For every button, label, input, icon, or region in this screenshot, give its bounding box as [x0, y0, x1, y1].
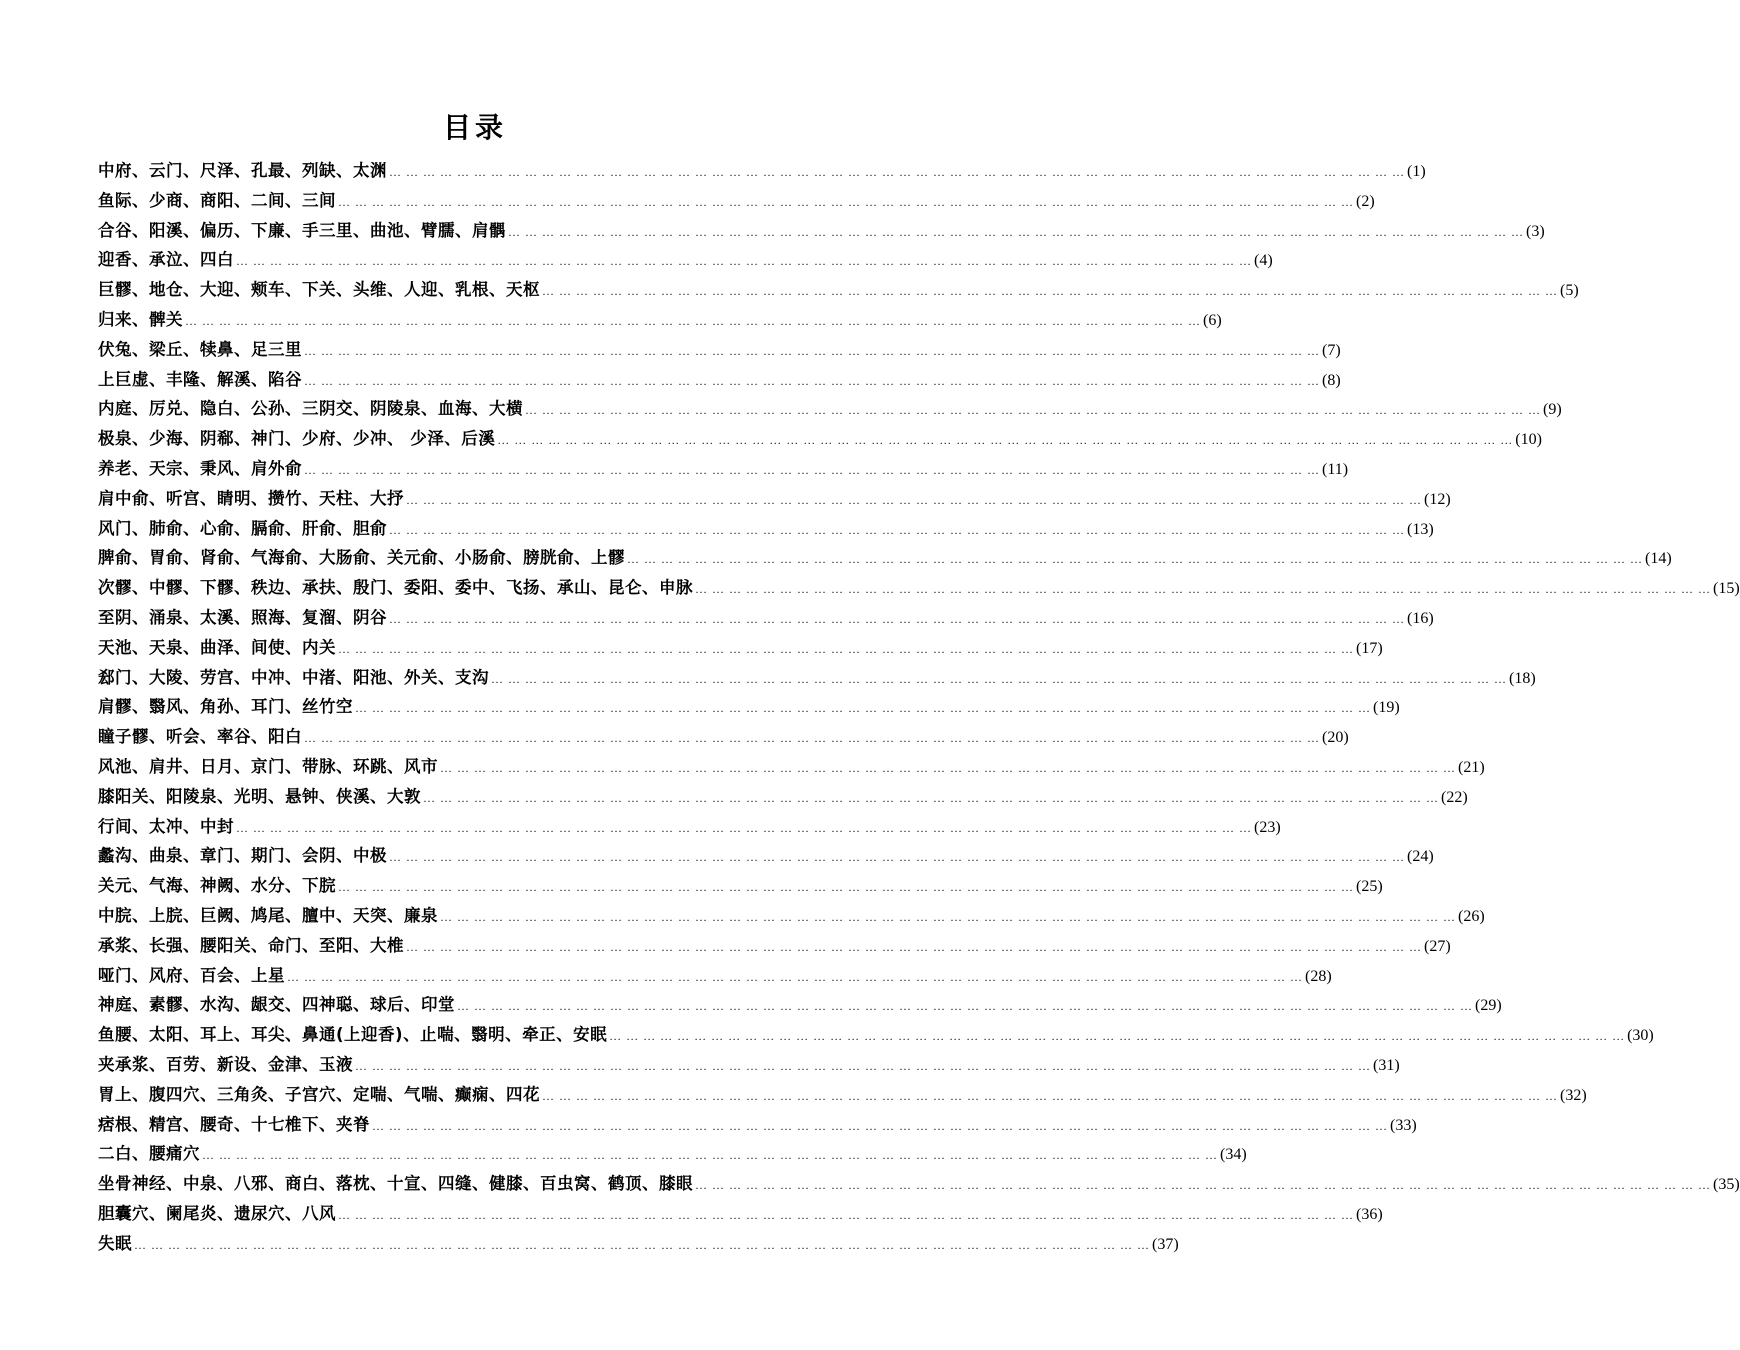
toc-entry-page: (21) — [1458, 758, 1485, 776]
toc-entry[interactable] — [98, 782, 1468, 812]
toc-entry-page: (1) — [1407, 163, 1426, 180]
toc-entry[interactable] — [98, 454, 1349, 484]
toc-entry-title: 坐骨神经、中泉、八邪、商白、落枕、十宣、四缝、健膝、百虫窝、鹤顶、膝眼 — [98, 1174, 693, 1194]
toc-dot-leader: … … … … … … … … … … … … … … … … … … … … … … … … … … … … … … … … … … … … … … … … … … … … … … … … … … … … … … … … … … … … — [406, 939, 1422, 954]
toc-entry-page: (24) — [1407, 848, 1434, 866]
toc-entry-page: (27) — [1424, 937, 1451, 955]
toc-entry[interactable] — [98, 186, 1375, 216]
toc-entry-title: 中府、云门、尺泽、孔最、列缺、太渊 — [98, 161, 387, 180]
toc-entry[interactable] — [98, 1139, 1247, 1169]
toc-entry-title: 失眠 — [98, 1233, 132, 1253]
toc-dot-leader: … … … … … … … … … … … … … … … … … … … … … … … … … … … … … … … … … … … … … … … … … … … … … … … … … … … … … … … … … … … … — [134, 1237, 1150, 1252]
toc-entry[interactable] — [98, 543, 1672, 573]
toc-entry-title: 痞根、精宫、腰奇、十七椎下、夹脊 — [98, 1114, 370, 1134]
toc-entry[interactable] — [98, 245, 1273, 275]
toc-entry-title: 至阴、涌泉、太溪、照海、复溜、阴谷 — [98, 607, 387, 627]
toc-entry-title: 承浆、长强、腰阳关、命门、至阳、大椎 — [98, 935, 404, 955]
toc-dot-leader: … … … … … … … … … … … … … … … … … … … … … … … … … … … … … … … … … … … … … … … … … … … … … … … … … … … … … … … … … … … … — [389, 850, 1405, 865]
toc-entry-page: (29) — [1475, 997, 1502, 1015]
toc-entry[interactable] — [98, 305, 1222, 335]
toc-entry-page: (37) — [1152, 1235, 1179, 1253]
toc-entry[interactable] — [98, 692, 1400, 722]
toc-entry-page: (8) — [1322, 371, 1341, 389]
toc-dot-leader: … … … … … … … … … … … … … … … … … … … … … … … … … … … … … … … … … … … … … … … … … … … … … … … … … … … … … … … … … … … … — [695, 1178, 1711, 1193]
toc-entry[interactable] — [98, 394, 1562, 424]
toc-entry[interactable] — [98, 1199, 1383, 1229]
toc-entry-page: (30) — [1627, 1027, 1654, 1045]
toc-dot-leader: … … … … … … … … … … … … … … … … … … … … … … … … … … … … … … … … … … … … … … … … … … … … … … … … … … … … … … … … … … … … — [389, 611, 1405, 626]
toc-dot-leader: … … … … … … … … … … … … … … … … … … … … … … … … … … … … … … … … … … … … … … … … … … … … … … … … … … … … … … … … … … … … — [423, 790, 1439, 805]
toc-entry-title: 中脘、上脘、巨阙、鸠尾、膻中、天突、廉泉 — [98, 905, 438, 925]
toc-entry-page: (32) — [1560, 1086, 1587, 1104]
toc-entry[interactable] — [98, 484, 1451, 514]
toc-entry-title: 膝阳关、阳陵泉、光明、悬钟、侠溪、大敦 — [98, 786, 421, 806]
toc-entry-page: (10) — [1515, 431, 1542, 449]
toc-entry-page: (6) — [1203, 311, 1222, 329]
toc-dot-leader: … … … … … … … … … … … … … … … … … … … … … … … … … … … … … … … … … … … … … … … … … … … … … … … … … … … … … … … … … … … … — [389, 165, 1405, 179]
toc-entry-page: (35) — [1713, 1176, 1740, 1194]
toc-entry-page: (33) — [1390, 1116, 1417, 1134]
toc-entry[interactable] — [98, 365, 1341, 395]
toc-dot-leader: … … … … … … … … … … … … … … … … … … … … … … … … … … … … … … … … … … … … … … … … … … … … … … … … … … … … … … … … … … … … — [440, 760, 1456, 775]
toc-dot-leader: … … … … … … … … … … … … … … … … … … … … … … … … … … … … … … … … … … … … … … … … … … … … … … … … … … … … … … … … … … … … — [338, 1207, 1354, 1222]
toc-entry-page: (36) — [1356, 1205, 1383, 1223]
toc-entry-page: (15) — [1713, 580, 1740, 598]
toc-entry-page: (19) — [1373, 699, 1400, 717]
toc-entry-title: 巨髎、地仓、大迎、颊车、下关、头维、人迎、乳根、天枢 — [98, 280, 540, 300]
toc-entry-title: 胆囊穴、阑尾炎、遗尿穴、八风 — [98, 1203, 336, 1223]
toc-entry-page: (18) — [1509, 669, 1536, 687]
toc-entry-title: 鱼际、少商、商阳、二间、三间 — [98, 190, 336, 210]
toc-entry-title: 关元、气海、神阙、水分、下脘 — [98, 876, 336, 896]
toc-entry-page: (17) — [1356, 639, 1383, 657]
toc-entry-page: (25) — [1356, 878, 1383, 896]
toc-entry[interactable] — [98, 156, 1426, 186]
toc-dot-leader: … … … … … … … … … … … … … … … … … … … … … … … … … … … … … … … … … … … … … … … … … … … … … … … … … … … … … … … … … … … … — [525, 403, 1541, 418]
toc-entry-title: 合谷、阳溪、偏历、下廉、手三里、曲池、臂臑、肩髃 — [98, 220, 506, 240]
toc-dot-leader: … … … … … … … … … … … … … … … … … … … … … … … … … … … … … … … … … … … … … … … … … … … … … … … … … … … … … … … … … … … … — [355, 1058, 1371, 1073]
toc-entry[interactable] — [98, 1229, 1179, 1259]
toc-entry-page: (11) — [1322, 460, 1349, 478]
toc-entry[interactable] — [98, 871, 1383, 901]
toc-entry-page: (16) — [1407, 609, 1434, 627]
toc-entry-title: 神庭、素髎、水沟、龈交、四神聪、球后、印堂 — [98, 995, 455, 1015]
toc-entry-title: 肩髎、翳风、角孙、耳门、丝竹空 — [98, 697, 353, 717]
toc-entry[interactable] — [98, 812, 1281, 842]
table-of-contents — [98, 156, 1740, 1258]
toc-entry-page: (20) — [1322, 729, 1349, 747]
toc-entry-title: 迎香、承泣、四白 — [98, 250, 234, 270]
toc-dot-leader: … … … … … … … … … … … … … … … … … … … … … … … … … … … … … … … … … … … … … … … … … … … … … … … … … … … … … … … … … … … … — [695, 582, 1711, 597]
toc-dot-leader: … … … … … … … … … … … … … … … … … … … … … … … … … … … … … … … … … … … … … … … … … … … … … … … … … … … … … … … … … … … … — [372, 1118, 1388, 1133]
toc-entry-page: (22) — [1441, 788, 1468, 806]
toc-entry-page: (26) — [1458, 907, 1485, 925]
toc-entry-title: 胃上、腹四穴、三角灸、子宫穴、定喘、气喘、癫痫、四花 — [98, 1084, 540, 1104]
toc-entry[interactable] — [98, 275, 1579, 305]
toc-entry-title: 伏兔、梁丘、犊鼻、足三里 — [98, 339, 302, 359]
toc-entry[interactable] — [98, 722, 1349, 752]
toc-entry-page: (34) — [1220, 1146, 1247, 1164]
toc-dot-leader: … … … … … … … … … … … … … … … … … … … … … … … … … … … … … … … … … … … … … … … … … … … … … … … … … … … … … … … … … … … … — [542, 284, 1558, 299]
toc-dot-leader: … … … … … … … … … … … … … … … … … … … … … … … … … … … … … … … … … … … … … … … … … … … … … … … … … … … … … … … … … … … … — [508, 224, 1524, 239]
toc-entry-page: (23) — [1254, 818, 1281, 836]
toc-entry-title: 上巨虚、丰隆、解溪、陷谷 — [98, 369, 302, 389]
toc-dot-leader: … … … … … … … … … … … … … … … … … … … … … … … … … … … … … … … … … … … … … … … … … … … … … … … … … … … … … … … … … … … … — [491, 671, 1507, 686]
toc-dot-leader: … … … … … … … … … … … … … … … … … … … … … … … … … … … … … … … … … … … … … … … … … … … … … … … … … … … … … … … … … … … … — [609, 1029, 1626, 1044]
toc-entry[interactable] — [98, 424, 1542, 454]
toc-entry[interactable] — [98, 1080, 1587, 1110]
toc-entry[interactable] — [98, 335, 1341, 365]
page-title: 目录 — [442, 111, 507, 144]
toc-dot-leader: … … … … … … … … … … … … … … … … … … … … … … … … … … … … … … … … … … … … … … … … … … … … … … … … … … … … … … … … … … … … — [497, 433, 1514, 448]
toc-entry-title: 肩中俞、听宫、睛明、攒竹、天柱、大抒 — [98, 488, 404, 508]
toc-entry-page: (12) — [1424, 490, 1451, 508]
toc-entry[interactable] — [98, 1169, 1740, 1199]
toc-dot-leader: … … … … … … … … … … … … … … … … … … … … … … … … … … … … … … … … … … … … … … … … … … … … … … … … … … … … … … … … … … … … — [304, 462, 1320, 477]
toc-entry-title: 瞳子髎、听会、率谷、阳白 — [98, 727, 302, 747]
toc-dot-leader: … … … … … … … … … … … … … … … … … … … … … … … … … … … … … … … … … … … … … … … … … … … … … … … … … … … … … … … … … … … … — [542, 1088, 1558, 1103]
toc-dot-leader: … … … … … … … … … … … … … … … … … … … … … … … … … … … … … … … … … … … … … … … … … … … … … … … … … … … … … … … … … … … … — [440, 909, 1456, 924]
toc-entry[interactable] — [98, 216, 1545, 246]
toc-entry-page: (13) — [1407, 520, 1434, 538]
toc-dot-leader: … … … … … … … … … … … … … … … … … … … … … … … … … … … … … … … … … … … … … … … … … … … … … … … … … … … … … … … … … … … … — [236, 254, 1252, 269]
toc-entry[interactable] — [98, 901, 1485, 931]
toc-entry-title: 哑门、风府、百会、上星 — [98, 965, 285, 985]
toc-entry-title: 风门、肺俞、心俞、膈俞、肝俞、胆俞 — [98, 518, 387, 538]
toc-dot-leader: … … … … … … … … … … … … … … … … … … … … … … … … … … … … … … … … … … … … … … … … … … … … … … … … … … … … … … … … … … … … — [287, 969, 1303, 984]
toc-entry-page: (14) — [1645, 550, 1672, 568]
toc-entry[interactable] — [98, 990, 1502, 1020]
toc-entry-page: (2) — [1356, 192, 1375, 210]
toc-entry-title: 内庭、厉兑、隐白、公孙、三阴交、阴陵泉、血海、大横 — [98, 399, 523, 419]
toc-entry[interactable] — [98, 931, 1451, 961]
toc-entry-title: 郄门、大陵、劳宫、中冲、中渚、阳池、外关、支沟 — [98, 667, 489, 687]
toc-entry-title: 二白、腰痛穴 — [98, 1144, 200, 1164]
toc-entry[interactable] — [98, 752, 1485, 782]
toc-entry-page: (31) — [1373, 1056, 1400, 1074]
toc-entry-title: 蠡沟、曲泉、章门、期门、会阴、中极 — [98, 846, 387, 866]
toc-dot-leader: … … … … … … … … … … … … … … … … … … … … … … … … … … … … … … … … … … … … … … … … … … … … … … … … … … … … … … … … … … … … — [338, 641, 1354, 656]
toc-entry[interactable] — [98, 603, 1434, 633]
toc-entry[interactable] — [98, 663, 1536, 693]
toc-dot-leader: … … … … … … … … … … … … … … … … … … … … … … … … … … … … … … … … … … … … … … … … … … … … … … … … … … … … … … … … … … … … — [338, 194, 1354, 209]
toc-entry[interactable] — [98, 633, 1383, 663]
toc-entry-title: 脾俞、胃俞、肾俞、气海俞、大肠俞、关元俞、小肠俞、膀胱俞、上髎 — [98, 548, 625, 568]
toc-entry-title: 极泉、少海、阴郗、神门、少府、少冲、 少泽、后溪 — [98, 429, 496, 449]
toc-dot-leader: … … … … … … … … … … … … … … … … … … … … … … … … … … … … … … … … … … … … … … … … … … … … … … … … … … … … … … … … … … … … — [304, 373, 1320, 388]
toc-dot-leader: … … … … … … … … … … … … … … … … … … … … … … … … … … … … … … … … … … … … … … … … … … … … … … … … … … … … … … … … … … … … — [355, 701, 1371, 716]
toc-entry[interactable] — [98, 841, 1434, 871]
toc-entry-page: (3) — [1526, 222, 1545, 240]
toc-dot-leader: … … … … … … … … … … … … … … … … … … … … … … … … … … … … … … … … … … … … … … … … … … … … … … … … … … … … … … … … … … … … — [406, 492, 1422, 507]
toc-entry-page: (7) — [1322, 341, 1341, 359]
toc-entry-title: 天池、天泉、曲泽、间使、内关 — [98, 637, 336, 657]
toc-dot-leader: … … … … … … … … … … … … … … … … … … … … … … … … … … … … … … … … … … … … … … … … … … … … … … … … … … … … … … … … … … … … — [338, 880, 1354, 895]
toc-entry-title: 行间、太冲、中封 — [98, 816, 234, 836]
toc-entry-title: 次髎、中髎、下髎、秩边、承扶、殷门、委阳、委中、飞扬、承山、昆仑、申脉 — [98, 578, 693, 598]
toc-entry[interactable] — [98, 961, 1332, 991]
toc-entry-title: 鱼腰、太阳、耳上、耳尖、鼻通(上迎香)、止喘、翳明、牵正、安眠 — [98, 1025, 608, 1045]
toc-entry[interactable] — [98, 1020, 1654, 1050]
toc-dot-leader: … … … … … … … … … … … … … … … … … … … … … … … … … … … … … … … … … … … … … … … … … … … … … … … … … … … … … … … … … … … … — [627, 552, 1643, 567]
toc-dot-leader: … … … … … … … … … … … … … … … … … … … … … … … … … … … … … … … … … … … … … … … … … … … … … … … … … … … … … … … … … … … … — [457, 999, 1473, 1014]
toc-entry[interactable] — [98, 514, 1434, 544]
toc-entry-title: 归来、髀关 — [98, 309, 183, 329]
toc-dot-leader: … … … … … … … … … … … … … … … … … … … … … … … … … … … … … … … … … … … … … … … … … … … … … … … … … … … … … … … … … … … … — [202, 1148, 1218, 1163]
toc-entry-title: 夹承浆、百劳、新设、金津、玉液 — [98, 1054, 353, 1074]
toc-entry-title: 风池、肩井、日月、京门、带脉、环跳、风市 — [98, 756, 438, 776]
toc-dot-leader: … … … … … … … … … … … … … … … … … … … … … … … … … … … … … … … … … … … … … … … … … … … … … … … … … … … … … … … … … … … … — [389, 522, 1405, 537]
toc-dot-leader: … … … … … … … … … … … … … … … … … … … … … … … … … … … … … … … … … … … … … … … … … … … … … … … … … … … … … … … … … … … … — [304, 731, 1320, 746]
toc-entry[interactable] — [98, 1050, 1400, 1080]
toc-entry-page: (9) — [1543, 401, 1562, 419]
toc-entry-page: (4) — [1254, 252, 1273, 270]
toc-dot-leader: … … … … … … … … … … … … … … … … … … … … … … … … … … … … … … … … … … … … … … … … … … … … … … … … … … … … … … … … … … … … — [236, 820, 1252, 835]
toc-dot-leader: … … … … … … … … … … … … … … … … … … … … … … … … … … … … … … … … … … … … … … … … … … … … … … … … … … … … … … … … … … … … — [185, 313, 1201, 328]
toc-entry-title: 养老、天宗、秉风、肩外俞 — [98, 458, 302, 478]
toc-entry-page: (28) — [1305, 967, 1332, 985]
toc-entry[interactable] — [98, 573, 1740, 603]
toc-entry[interactable] — [98, 1110, 1417, 1140]
toc-dot-leader: … … … … … … … … … … … … … … … … … … … … … … … … … … … … … … … … … … … … … … … … … … … … … … … … … … … … … … … … … … … … — [304, 343, 1320, 358]
toc-entry-page: (5) — [1560, 282, 1579, 300]
